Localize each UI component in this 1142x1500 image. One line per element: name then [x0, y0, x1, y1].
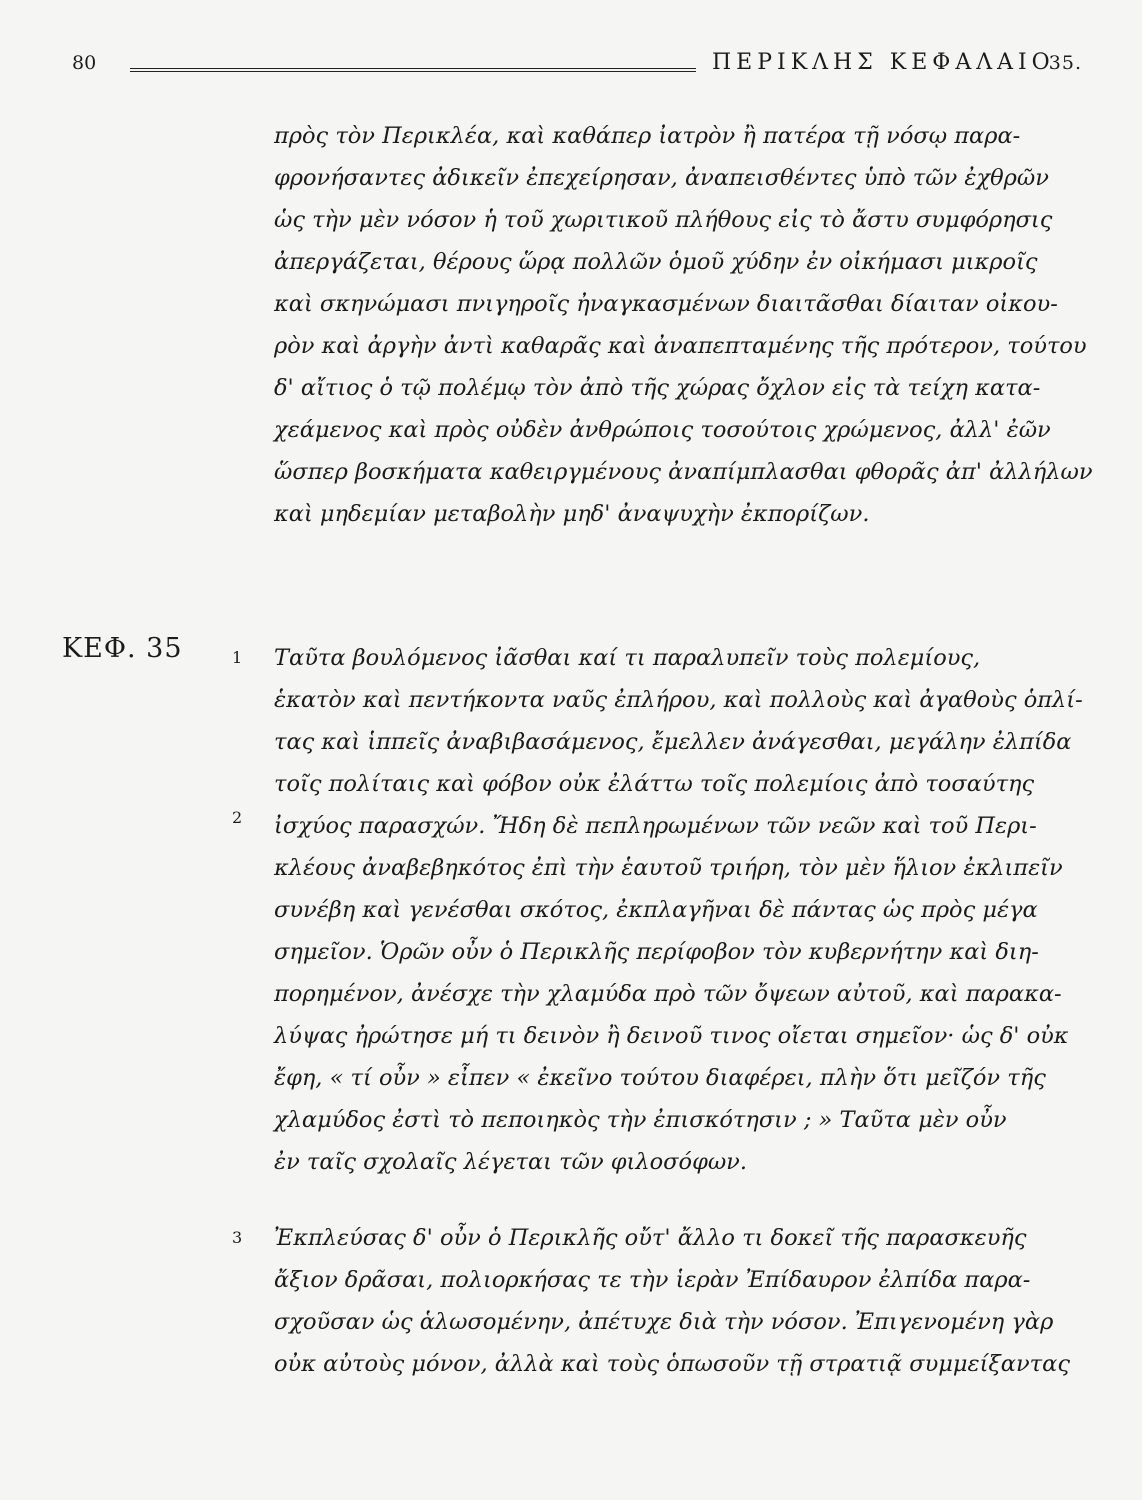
text-line: καὶ σκηνώμασι πνιγηροῖς ἠναγκασμένων διαιτᾶσθαι δίαιταν οἰκου- — [274, 291, 1058, 317]
text-line: ἑκατὸν καὶ πεντήκοντα ναῦς ἐπλήρου, καὶ πολλοὺς καὶ ἀγαθοὺς ὁπλί- — [274, 687, 1083, 713]
text-line: ἔφη, « τί οὖν » εἶπεν « ἐκεῖνο τούτου διαφέρει, πλὴν ὅτι μεῖζόν τῆς — [274, 1065, 1046, 1091]
running-title: ΠΕΡΙΚΛΗΣ ΚΕΦΑΛΑΙΟ — [712, 50, 1055, 75]
text-line: ὡς τὴν μὲν νόσον ἡ τοῦ χωριτικοῦ πλήθους εἰς τὸ ἄστυ συμφόρησις — [274, 207, 1053, 233]
header-chapter-number: 35. — [1048, 52, 1082, 74]
text-line: Ἐκπλεύσας δ' οὖν ὁ Περικλῆς οὔτ' ἄλλο τι δοκεῖ τῆς παρασκευῆς — [274, 1225, 1027, 1251]
text-line: τας καὶ ἱππεῖς ἀναβιβασάμενος, ἔμελλεν ἀνάγεσθαι, μεγάλην ἐλπίδα — [274, 729, 1072, 755]
text-line: ἀπεργάζεται, θέρους ὥρᾳ πολλῶν ὁμοῦ χύδην ἐν οἰκήμασι μικροῖς — [274, 249, 1038, 275]
text-line: λύψας ἠρώτησε μή τι δεινὸν ἢ δεινοῦ τινος οἴεται σημεῖον· ὡς δ' οὐκ — [274, 1023, 1069, 1049]
section-number: 2 — [232, 808, 243, 827]
text-line: ὥσπερ βοσκήματα καθειργμένους ἀναπίμπλασθαι φθορᾶς ἀπ' ἀλλήλων — [274, 459, 1093, 485]
paragraph-3 — [274, 1217, 1082, 1385]
paragraph-2 — [274, 637, 1082, 1183]
text-line: φρονήσαντες ἀδικεῖν ἐπεχείρησαν, ἀναπεισθέντες ὑπὸ τῶν ἐχθρῶν — [274, 165, 1049, 191]
text-line: χλαμύδος ἐστὶ τὸ πεποιηκὸς τὴν ἐπισκότησιν ; » Ταῦτα μὲν οὖν — [274, 1107, 1007, 1133]
text-line: πρὸς τὸν Περικλέα, καὶ καθάπερ ἰατρὸν ἢ πατέρα τῇ νόσῳ παρα- — [274, 123, 1021, 149]
text-line: ρὸν καὶ ἀργὴν ἀντὶ καθαρᾶς καὶ ἀναπεπταμένης τῆς πρότερον, τούτου — [274, 333, 1087, 359]
page-number: 80 — [72, 52, 97, 74]
section-number: 3 — [232, 1228, 243, 1247]
running-header — [72, 50, 1082, 80]
text-line: σχοῦσαν ὡς ἁλωσομένην, ἀπέτυχε διὰ τὴν νόσον. Ἐπιγενομένη γὰρ — [274, 1309, 1054, 1335]
text-line: κλέους ἀναβεβηκότος ἐπὶ τὴν ἑαυτοῦ τριήρη, τὸν μὲν ἥλιον ἐκλιπεῖν — [274, 855, 1063, 881]
header-rule — [130, 68, 696, 72]
text-line: ἄξιον δρᾶσαι, πολιορκήσας τε τὴν ἱερὰν Ἐπίδαυρον ἐλπίδα παρα- — [274, 1267, 1031, 1293]
text-line: καὶ μηδεμίαν μεταβολὴν μηδ' ἀναψυχὴν ἐκπορίζων. — [274, 501, 870, 527]
section-number: 1 — [232, 648, 243, 667]
text-line: ἐν ταῖς σχολαῖς λέγεται τῶν φιλοσόφων. — [274, 1149, 748, 1175]
text-line: χεάμενος καὶ πρὸς οὐδὲν ἀνθρώποις τοσούτοις χρώμενος, ἀλλ' ἐῶν — [274, 417, 1051, 443]
text-line: δ' αἴτιος ὁ τῷ πολέμῳ τὸν ἀπὸ τῆς χώρας ὄχλον εἰς τὰ τείχη κατα- — [274, 375, 1041, 401]
text-line: Ταῦτα βουλόμενος ἰᾶσθαι καί τι παραλυπεῖν τοὺς πολεμίους, — [274, 645, 981, 671]
text-line: συνέβη καὶ γενέσθαι σκότος, ἐκπλαγῆναι δὲ πάντας ὡς πρὸς μέγα — [274, 897, 1038, 923]
chapter-label: ΚΕΦ. 35 — [62, 633, 183, 664]
text-line: ἰσχύος παρασχών. Ἤδη δὲ πεπληρωμένων τῶν νεῶν καὶ τοῦ Περι- — [274, 813, 1037, 839]
text-line: τοῖς πολίταις καὶ φόβον οὐκ ἐλάττω τοῖς πολεμίοις ἀπὸ τοσαύτης — [274, 771, 1035, 797]
text-line: σημεῖον. Ὁρῶν οὖν ὁ Περικλῆς περίφοβον τὸν κυβερνήτην καὶ διη- — [274, 939, 1039, 965]
paragraph-1 — [274, 115, 1093, 535]
text-line: πορημένον, ἀνέσχε τὴν χλαμύδα πρὸ τῶν ὄψεων αὐτοῦ, καὶ παρακα- — [274, 981, 1062, 1007]
text-line: οὐκ αὐτοὺς μόνον, ἀλλὰ καὶ τοὺς ὁπωσοῦν τῇ στρατιᾷ συμμείξαντας — [274, 1351, 1070, 1377]
